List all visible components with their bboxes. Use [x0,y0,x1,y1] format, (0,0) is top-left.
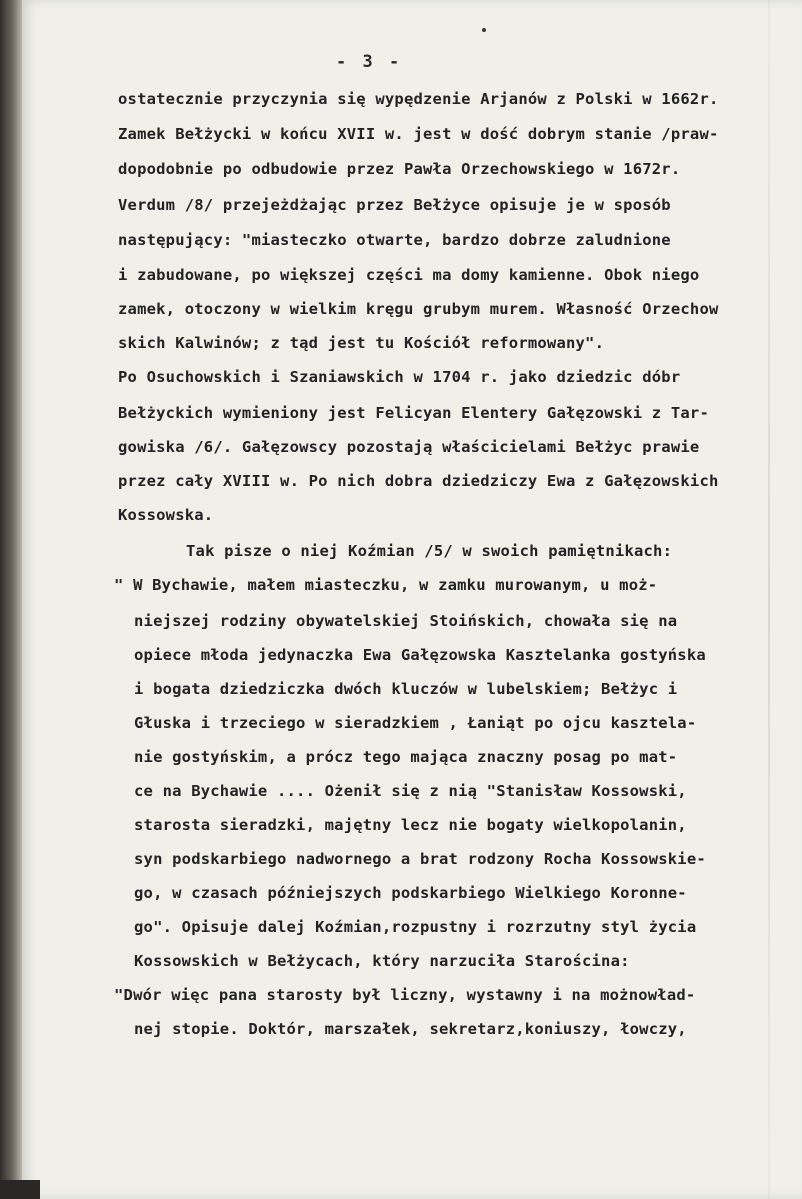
scan-binding-edge [0,0,22,1199]
text-line: gowiska /6/. Gałęzowscy pozostają właścicielami Bełżyc prawie [118,438,700,456]
text-line: starosta sieradzki, majętny lecz nie bogaty wielkopolanin, [134,816,687,834]
text-line: skich Kalwinów; z tąd jest tu Kościół reformowany". [118,334,605,352]
text-line: Verdum /8/ przejeżdżając przez Bełżyce opisuje je w sposób [118,196,671,214]
text-line: i bogata dziedziczka dwóch kluczów w lubelskiem; Bełżyc i [134,680,678,698]
text-line: przez cały XVIII w. Po nich dobra dziedziczy Ewa z Gałęzowskich [118,472,719,490]
text-line: zamek, otoczony w wielkim kręgu grubym murem. Własność Orzechow [118,300,719,318]
text-line: Bełżyckich wymieniony jest Felicyan Elentery Gałęzowski z Tar- [118,404,709,422]
text-line: Kossowska. [118,506,214,524]
text-line: następujący: "miasteczko otwarte, bardzo dobrze zaludnione [118,231,671,249]
text-line: go, w czasach późniejszych podskarbiego Wielkiego Koronne- [134,884,687,902]
text-line: nej stopie. Doktór, marszałek, sekretarz,koniuszy, łowczy, [134,1020,687,1038]
text-line: i zabudowane, po większej części ma domy kamienne. Obok niego [118,266,700,284]
scan-corner [0,1180,40,1199]
text-line: Po Osuchowskich i Szaniawskich w 1704 r. jako dziedzic dóbr [118,368,681,386]
text-line: ce na Bychawie .... Ożenił się z nią "Stanisław Kossowski, [134,782,687,800]
text-line: Głuska i trzeciego w sieradzkiem , Łaniąt po ojcu kasztela- [134,714,697,732]
text-line: " W Bychawie, małem miasteczku, w zamku murowanym, u moż- [114,576,658,594]
text-line: opiece młoda jedynaczka Ewa Gałęzowska Kasztelanka gostyńska [134,646,706,664]
text-line: dopodobnie po odbudowie przez Pawła Orzechowskiego w 1672r. [118,160,681,178]
text-line: niejszej rodziny obywatelskiej Stoińskich, chowała się na [134,612,678,630]
text-line: Kossowskich w Bełżycach, który narzuciła Starościna: [134,952,630,970]
paper-crease [768,0,770,1199]
text-line: syn podskarbiego nadwornego a brat rodzony Rocha Kossowskie- [134,850,706,868]
text-line: "Dwór więc pana starosty był liczny, wystawny i na możnowład- [114,986,696,1004]
text-line: nie gostyńskim, a prócz tego mająca znaczny posag po mat- [134,748,678,766]
text-line: go". Opisuje dalej Koźmian,rozpustny i rozrzutny styl życia [134,918,697,936]
text-line: Tak pisze o niej Koźmian /5/ w swoich pamiętnikach: [186,542,673,560]
page-number: - 3 - [336,52,403,72]
text-line: Zamek Bełżycki w końcu XVII w. jest w dość dobrym stanie /praw- [118,125,719,143]
text-line: ostatecznie przyczynia się wypędzenie Arjanów z Polski w 1662r. [118,90,719,108]
ink-speck [482,28,486,32]
